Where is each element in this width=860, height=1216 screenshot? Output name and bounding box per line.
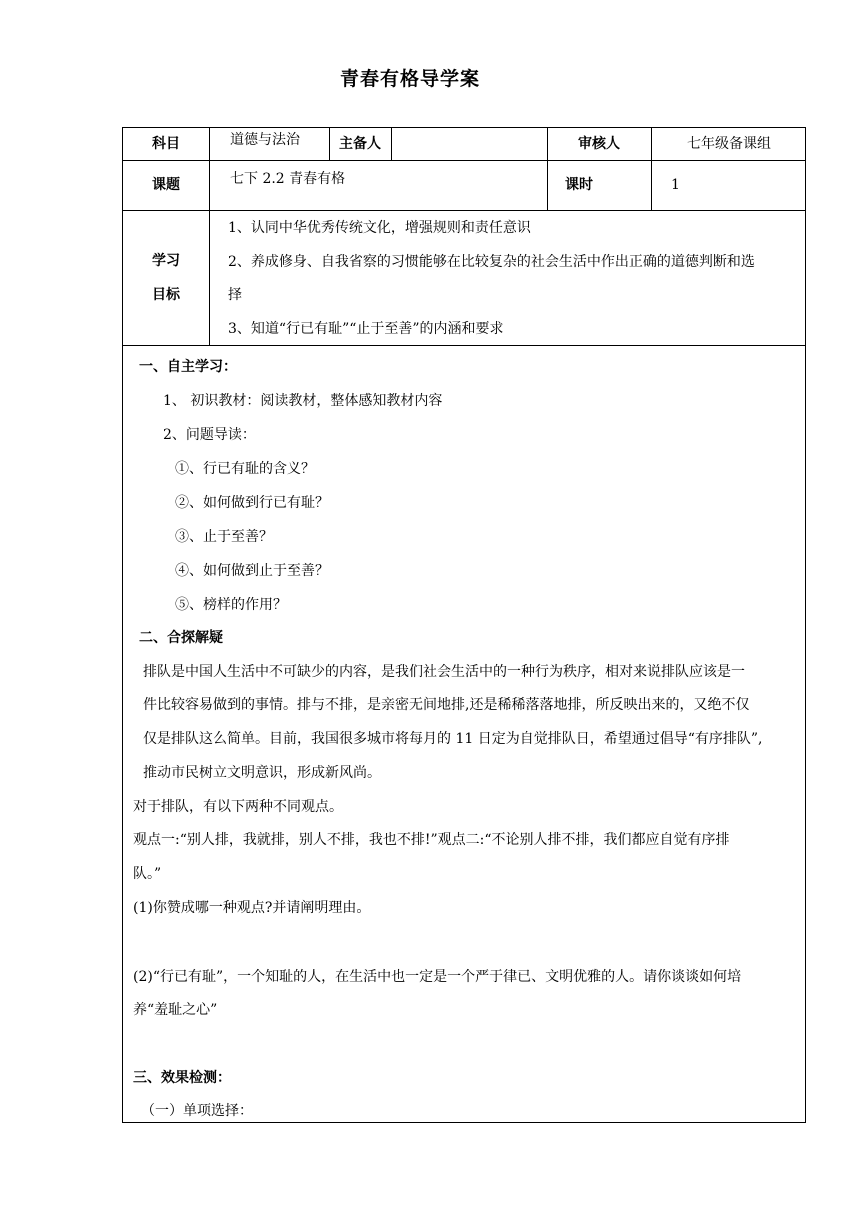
self-study-item: 2、问题导读： <box>163 427 256 443</box>
reviewer-label: 审核人 <box>578 136 620 152</box>
section-heading-self-study: 一、自主学习： <box>139 359 237 375</box>
row-divider <box>123 210 805 211</box>
passage-line: 件比较容易做到的事情。排与不排，是亲密无间地排,还是稀稀落落地排，所反映出来的，又绝不仅 <box>143 697 750 713</box>
passage-intro: 对于排队，有以下两种不同观点。 <box>133 799 343 815</box>
period-label: 课时 <box>565 177 593 193</box>
guiding-question: ①、行已有耻的含义？ <box>175 461 315 477</box>
lesson-plan-table <box>122 127 806 1123</box>
topic-label: 课题 <box>152 177 180 193</box>
guiding-question: ③、止于至善？ <box>175 529 273 545</box>
passage-line: 排队是中国人生活中不可缺少的内容，是我们社会生活中的一种行为秩序，相对来说排队应该是一 <box>143 664 745 680</box>
question-2-line: (2)“行已有耻”，一个知耻的人，在生活中也一定是一个严于律已、文明优雅的人。请你谈谈如何培 <box>133 969 742 985</box>
passage-line: 仅是排队这么简单。目前，我国很多城市将每月的 11 日定为自觉排队日，希望通过倡导“有序排队”, <box>143 731 763 747</box>
multiple-choice-subheading: （一）单项选择： <box>141 1103 253 1119</box>
self-study-item: 1、 初识教材：阅读教材，整体感知教材内容 <box>163 393 443 409</box>
reviewer-value: 七年级备课组 <box>687 136 771 152</box>
column-divider <box>391 128 392 160</box>
subject-value: 道德与法治 <box>230 132 300 148</box>
column-divider <box>209 128 210 345</box>
question-2-line: 养“羞耻之心” <box>133 1002 218 1018</box>
section-heading-inquiry: 二、合探解疑 <box>139 630 223 646</box>
passage-line: 推动市民树立文明意识，形成新风尚。 <box>143 765 381 781</box>
goal-line: 3、知道“行已有耻”“止于至善”的内涵和要求 <box>228 321 504 337</box>
section-heading-assessment: 三、效果检测： <box>133 1070 231 1086</box>
row-divider <box>123 160 805 161</box>
preparer-label: 主备人 <box>339 136 381 152</box>
goal-line: 择 <box>228 287 242 303</box>
guiding-question: ⑤、榜样的作用？ <box>175 597 287 613</box>
goals-label-bottom: 目标 <box>152 287 180 303</box>
subject-label: 科目 <box>152 136 180 152</box>
topic-value: 七下 2.2 青春有格 <box>230 171 346 187</box>
goals-label-top: 学习 <box>152 253 180 269</box>
page-title: 青春有格导学案 <box>339 68 480 90</box>
row-divider <box>123 345 805 346</box>
guiding-question: ④、如何做到止于至善？ <box>175 563 329 579</box>
guiding-question: ②、如何做到行已有耻？ <box>175 495 329 511</box>
views-line: 队。” <box>133 866 162 882</box>
views-line: 观点一:“别人排，我就排，别人不排，我也不排!”观点二:“不论别人排不排，我们都应自觉有序排 <box>133 832 730 848</box>
goal-line: 2、养成修身、自我省察的习惯能够在比较复杂的社会生活中作出正确的道德判断和选 <box>228 254 755 270</box>
question-1: (1)你赞成哪一种观点?并请阐明理由。 <box>133 900 371 916</box>
goal-line: 1、认同中华优秀传统文化，增强规则和责任意识 <box>228 220 531 236</box>
period-value: 1 <box>671 177 680 193</box>
